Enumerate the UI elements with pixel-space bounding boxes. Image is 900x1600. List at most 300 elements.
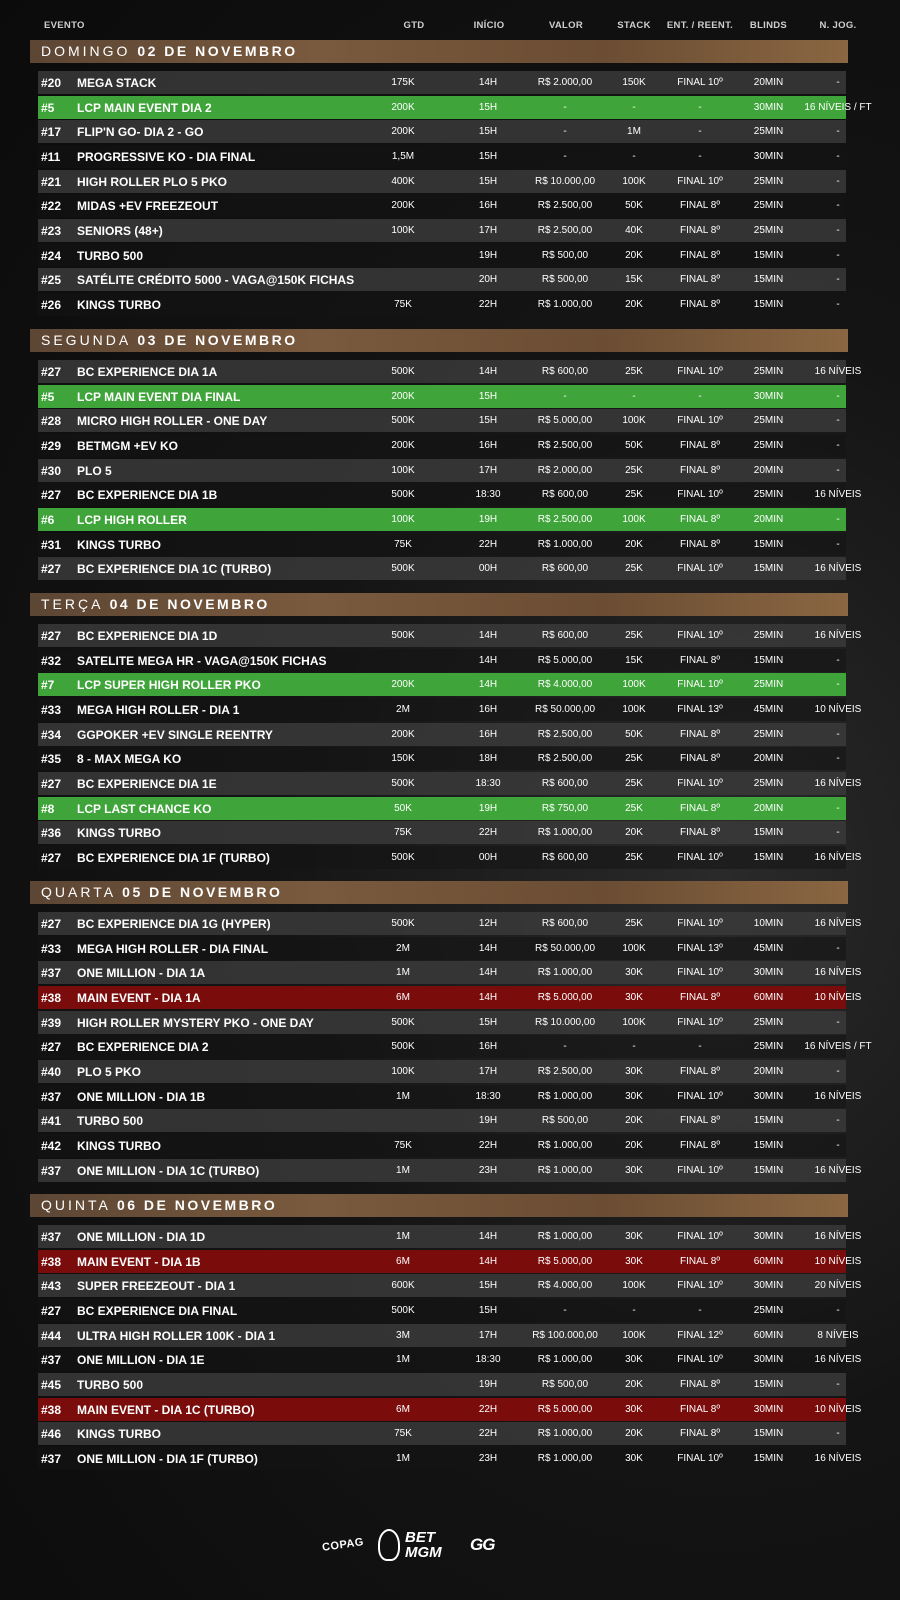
cell-num: #27 bbox=[41, 488, 62, 503]
cell-name: BC EXPERIENCE DIA 1F (TURBO) bbox=[77, 850, 270, 865]
cell-num: #27 bbox=[41, 629, 62, 643]
cell-ent: FINAL 10º bbox=[677, 777, 723, 789]
cell-num: #5 bbox=[41, 100, 55, 115]
cell-val: R$ 500,00 bbox=[541, 249, 589, 261]
day-label bbox=[41, 884, 282, 900]
cell-val: R$ 1.000,00 bbox=[537, 1428, 593, 1440]
table-row bbox=[38, 459, 846, 482]
cell-val: R$ 600,00 bbox=[541, 851, 589, 863]
cell-stk: 30K bbox=[625, 1231, 643, 1242]
table-row bbox=[38, 170, 846, 193]
table-row bbox=[38, 293, 846, 316]
cell-ent: FINAL 10º bbox=[677, 630, 723, 641]
cell-stk: 20K bbox=[625, 249, 643, 261]
cell-num: #38 bbox=[41, 1402, 62, 1417]
cell-val: R$ 1.000,00 bbox=[537, 1139, 593, 1151]
table-row bbox=[38, 1447, 862, 1470]
cell-name: ONE MILLION - DIA 1B bbox=[77, 1089, 206, 1104]
cell-name: SATÉLITE CRÉDITO 5000 - VAGA@150K FICHAS bbox=[77, 273, 355, 288]
cell-ini: 18:30 bbox=[475, 489, 501, 501]
cell-val: R$ 600,00 bbox=[541, 366, 589, 377]
cell-val: R$ 4.000,00 bbox=[537, 1280, 593, 1292]
cell-gtd: 200K bbox=[391, 126, 415, 138]
cell-val: R$ 4.000,00 bbox=[537, 679, 593, 691]
cell-num: #20 bbox=[41, 76, 62, 90]
weekday: QUARTA bbox=[41, 884, 116, 900]
cell-num: #26 bbox=[41, 297, 62, 312]
cell-bli: 25MIN bbox=[753, 489, 784, 501]
cell-val: R$ 600,00 bbox=[541, 489, 589, 501]
cell-num: #8 bbox=[41, 801, 55, 816]
cell-gtd: 500K bbox=[391, 489, 415, 501]
cell-ent: FINAL 8º bbox=[680, 1378, 720, 1390]
cell-num: #42 bbox=[41, 1138, 62, 1153]
cell-njo: 10 NÍVEIS bbox=[814, 991, 862, 1003]
cell-gtd: 50K bbox=[394, 802, 412, 814]
cell-val: R$ 600,00 bbox=[541, 777, 589, 789]
cell-ini: 00H bbox=[478, 563, 498, 575]
cell-gtd: 600K bbox=[391, 1280, 415, 1292]
cell-bli: 15MIN bbox=[753, 827, 784, 839]
cell-njo: - bbox=[836, 513, 840, 525]
table-row bbox=[38, 723, 846, 746]
table-row bbox=[38, 120, 846, 143]
cell-njo: - bbox=[836, 224, 840, 236]
cell-stk: 100K bbox=[622, 1280, 646, 1292]
cell-val: R$ 500,00 bbox=[541, 274, 589, 286]
cell-stk: 30K bbox=[625, 1403, 643, 1415]
cell-bli: 25MIN bbox=[753, 1041, 784, 1053]
cell-name: HIGH ROLLER PLO 5 PKO bbox=[77, 174, 228, 189]
cell-njo: - bbox=[836, 439, 840, 451]
day-header-quarta bbox=[30, 881, 848, 904]
cell-gtd: 500K bbox=[391, 1016, 415, 1028]
cell-njo: - bbox=[836, 126, 840, 138]
cell-gtd: 150K bbox=[391, 753, 415, 765]
cell-njo: 10 NÍVEIS bbox=[814, 1403, 862, 1415]
cell-stk: 25K bbox=[625, 777, 643, 789]
cell-gtd: 75K bbox=[394, 1139, 412, 1151]
cell-ent: FINAL 8º bbox=[680, 1403, 720, 1415]
cell-gtd: 100K bbox=[391, 224, 415, 236]
cell-gtd: 175K bbox=[391, 77, 415, 88]
cell-njo: - bbox=[836, 802, 840, 814]
cell-num: #34 bbox=[41, 727, 62, 742]
cell-ent: - bbox=[698, 126, 702, 138]
cell-stk: 20K bbox=[625, 827, 643, 839]
cell-stk: 50K bbox=[625, 439, 643, 451]
cell-ent: FINAL 12º bbox=[677, 1329, 723, 1341]
cell-ini: 14H bbox=[478, 967, 498, 979]
cell-num: #31 bbox=[41, 537, 62, 552]
cell-num: #38 bbox=[41, 990, 62, 1005]
cell-gtd: 100K bbox=[391, 1065, 415, 1077]
cell-num: #11 bbox=[41, 149, 61, 164]
cell-val: R$ 5.000,00 bbox=[537, 415, 593, 427]
cell-num: #27 bbox=[41, 1040, 62, 1055]
cell-val: R$ 2.500,00 bbox=[537, 513, 593, 525]
cell-ent: FINAL 8º bbox=[680, 753, 720, 765]
cell-ent: FINAL 8º bbox=[680, 1065, 720, 1077]
cell-bli: 25MIN bbox=[753, 1016, 784, 1028]
header-blinds: BLINDS bbox=[749, 20, 788, 31]
table-row bbox=[38, 1299, 846, 1322]
cell-gtd: 500K bbox=[391, 851, 415, 863]
cell-ini: 17H bbox=[478, 224, 498, 236]
cell-ini: 19H bbox=[478, 249, 498, 261]
cell-ent: FINAL 10º bbox=[677, 563, 723, 575]
header-evento: EVENTO bbox=[44, 20, 85, 31]
cell-ini: 15H bbox=[478, 126, 498, 138]
cell-ent: FINAL 10º bbox=[677, 1090, 723, 1102]
date: 02 DE NOVEMBRO bbox=[137, 43, 298, 59]
table-row bbox=[38, 409, 846, 432]
table-row bbox=[38, 1159, 862, 1182]
cell-stk: 30K bbox=[625, 1164, 643, 1176]
cell-gtd: 500K bbox=[391, 415, 415, 427]
cell-bli: 25MIN bbox=[753, 777, 784, 789]
cell-bli: 15MIN bbox=[753, 1164, 784, 1176]
table-header bbox=[38, 17, 857, 35]
cell-njo: 16 NÍVEIS bbox=[814, 918, 862, 929]
cell-stk: 25K bbox=[625, 802, 643, 814]
cell-num: #37 bbox=[41, 1353, 62, 1368]
cell-njo: 16 NÍVEIS bbox=[814, 366, 862, 377]
cell-val: R$ 1.000,00 bbox=[537, 827, 593, 839]
cell-num: #37 bbox=[41, 1163, 62, 1178]
cell-num: #39 bbox=[41, 1015, 62, 1030]
cell-ent: FINAL 10º bbox=[677, 1164, 723, 1176]
cell-stk: 25K bbox=[625, 753, 643, 765]
cell-ent: FINAL 8º bbox=[680, 513, 720, 525]
cell-ini: 14H bbox=[478, 942, 498, 954]
cell-val: R$ 50.000,00 bbox=[534, 703, 596, 715]
cell-bli: 25MIN bbox=[753, 1304, 784, 1316]
cell-val: R$ 500,00 bbox=[541, 1115, 589, 1127]
header-stack: STACK bbox=[617, 20, 651, 31]
table-row bbox=[38, 961, 862, 984]
cell-num: #43 bbox=[41, 1279, 62, 1294]
cell-num: #33 bbox=[41, 941, 62, 956]
cell-ent: FINAL 10º bbox=[677, 1354, 723, 1366]
cell-name: SENIORS (48+) bbox=[77, 223, 163, 238]
cell-gtd: 100K bbox=[391, 513, 415, 525]
cell-bli: 20MIN bbox=[753, 464, 784, 476]
cell-num: #37 bbox=[41, 1451, 62, 1466]
cell-val: R$ 600,00 bbox=[541, 563, 589, 575]
cell-bli: 15MIN bbox=[753, 1452, 784, 1464]
cell-num: #30 bbox=[41, 463, 62, 478]
cell-num: #6 bbox=[41, 512, 55, 527]
cell-ent: - bbox=[698, 1041, 702, 1053]
cell-gtd: 500K bbox=[391, 918, 415, 929]
cell-val: - bbox=[563, 1304, 567, 1316]
cell-name: ONE MILLION - DIA 1D bbox=[77, 1230, 206, 1244]
cell-stk: - bbox=[632, 1304, 636, 1316]
cell-ini: 14H bbox=[478, 366, 498, 377]
table-row bbox=[38, 1398, 862, 1421]
cell-bli: 20MIN bbox=[753, 753, 784, 765]
copag-logo: COPAG bbox=[321, 1536, 365, 1554]
cell-gtd: 100K bbox=[391, 464, 415, 476]
cell-ent: FINAL 8º bbox=[680, 654, 720, 666]
cell-gtd: 6M bbox=[396, 1403, 410, 1415]
table-row bbox=[38, 1134, 846, 1157]
cell-ini: 18:30 bbox=[475, 777, 501, 789]
day-label bbox=[41, 43, 298, 59]
cell-name: KINGS TURBO bbox=[77, 1138, 161, 1153]
cell-njo: 10 NÍVEIS bbox=[814, 1255, 862, 1267]
cell-ini: 15H bbox=[478, 390, 498, 402]
cell-ini: 18:30 bbox=[475, 1354, 501, 1366]
cell-gtd: 6M bbox=[396, 1255, 410, 1267]
cell-val: R$ 100.000,00 bbox=[532, 1329, 598, 1341]
cell-bli: 25MIN bbox=[753, 415, 784, 427]
cell-gtd: 1M bbox=[396, 1164, 410, 1176]
cell-ini: 14H bbox=[478, 991, 498, 1003]
cell-ent: FINAL 10º bbox=[677, 1452, 723, 1464]
cell-name: MICRO HIGH ROLLER - ONE DAY bbox=[77, 414, 268, 429]
table-row bbox=[38, 1011, 846, 1034]
cell-ini: 22H bbox=[478, 827, 498, 839]
cell-name: HIGH ROLLER MYSTERY PKO - ONE DAY bbox=[77, 1015, 314, 1030]
table-row bbox=[38, 194, 846, 217]
cell-name: FLIP'N GO- DIA 2 - GO bbox=[77, 125, 204, 140]
cell-stk: 25K bbox=[625, 366, 643, 377]
cell-ini: 15H bbox=[478, 175, 498, 187]
cell-ent: FINAL 13º bbox=[677, 703, 723, 715]
cell-njo: 16 NÍVEIS bbox=[814, 489, 862, 501]
cell-num: #23 bbox=[41, 223, 62, 238]
cell-val: R$ 2.000,00 bbox=[537, 77, 593, 88]
cell-gtd: 1M bbox=[396, 1354, 410, 1366]
cell-bli: 60MIN bbox=[753, 1255, 784, 1267]
cell-stk: 100K bbox=[622, 175, 646, 187]
cell-stk: 25K bbox=[625, 851, 643, 863]
cell-ent: FINAL 8º bbox=[680, 991, 720, 1003]
cell-stk: 30K bbox=[625, 1065, 643, 1077]
cell-val: R$ 500,00 bbox=[541, 1378, 589, 1390]
cell-ini: 20H bbox=[478, 274, 498, 286]
header-valor: VALOR bbox=[548, 20, 584, 31]
cell-ini: 14H bbox=[478, 77, 498, 88]
cell-val: R$ 1.000,00 bbox=[537, 298, 593, 310]
cell-ini: 19H bbox=[478, 802, 498, 814]
cell-bli: 25MIN bbox=[753, 224, 784, 236]
cell-ini: 00H bbox=[478, 851, 498, 863]
cell-ini: 15H bbox=[478, 1280, 498, 1292]
cell-stk: 30K bbox=[625, 1354, 643, 1366]
cell-val: R$ 2.000,00 bbox=[537, 464, 593, 476]
cell-name: LCP MAIN EVENT DIA FINAL bbox=[77, 389, 241, 404]
cell-name: KINGS TURBO bbox=[77, 297, 161, 312]
cell-num: #17 bbox=[41, 125, 62, 140]
cell-num: #7 bbox=[41, 678, 55, 693]
cell-bli: 45MIN bbox=[753, 942, 784, 954]
cell-bli: 30MIN bbox=[753, 1354, 784, 1366]
cell-name: SATELITE MEGA HR - VAGA@150K FICHAS bbox=[77, 653, 327, 668]
table-row bbox=[38, 483, 862, 506]
cell-njo: - bbox=[836, 1139, 840, 1151]
cell-num: #22 bbox=[41, 199, 62, 214]
table-row bbox=[38, 937, 846, 960]
cell-ent: FINAL 10º bbox=[677, 918, 723, 929]
cell-njo: - bbox=[836, 753, 840, 765]
cell-name: MEGA STACK bbox=[77, 76, 157, 90]
cell-ent: FINAL 10º bbox=[677, 175, 723, 187]
table-row bbox=[38, 1035, 872, 1058]
cell-njo: - bbox=[836, 1115, 840, 1127]
header-gtd: GTD bbox=[403, 20, 425, 31]
cell-ini: 15H bbox=[478, 1016, 498, 1028]
table-row bbox=[38, 145, 846, 168]
cell-name: ONE MILLION - DIA 1F (TURBO) bbox=[77, 1451, 258, 1466]
cell-ent: FINAL 8º bbox=[680, 827, 720, 839]
cell-ent: FINAL 8º bbox=[680, 1115, 720, 1127]
cell-njo: - bbox=[836, 150, 840, 162]
cell-val: R$ 5.000,00 bbox=[537, 1403, 593, 1415]
cell-njo: 16 NÍVEIS bbox=[814, 851, 862, 863]
table-row bbox=[38, 508, 846, 531]
cell-name: ULTRA HIGH ROLLER 100K - DIA 1 bbox=[77, 1328, 276, 1343]
cell-stk: 30K bbox=[625, 1255, 643, 1267]
table-row bbox=[38, 1085, 862, 1108]
cell-name: 8 - MAX MEGA KO bbox=[77, 752, 182, 767]
cell-ent: FINAL 8º bbox=[680, 464, 720, 476]
cell-ent: FINAL 8º bbox=[680, 1139, 720, 1151]
cell-val: R$ 750,00 bbox=[541, 802, 589, 814]
cell-stk: 25K bbox=[625, 464, 643, 476]
cell-njo: - bbox=[836, 77, 840, 88]
cell-ent: FINAL 8º bbox=[680, 1428, 720, 1440]
cell-stk: 30K bbox=[625, 991, 643, 1003]
cell-gtd: 200K bbox=[391, 679, 415, 691]
cell-njo: - bbox=[836, 654, 840, 666]
cell-gtd: 200K bbox=[391, 390, 415, 402]
cell-ent: FINAL 10º bbox=[677, 77, 723, 88]
cell-val: R$ 1.000,00 bbox=[537, 1452, 593, 1464]
cell-bli: 60MIN bbox=[753, 1329, 784, 1341]
cell-gtd: 1M bbox=[396, 1452, 410, 1464]
table-row bbox=[38, 986, 862, 1009]
cell-ent: FINAL 10º bbox=[677, 967, 723, 979]
cell-ini: 19H bbox=[478, 1378, 498, 1390]
cell-bli: 25MIN bbox=[753, 126, 784, 138]
cell-name: BC EXPERIENCE DIA 2 bbox=[77, 1040, 209, 1055]
cell-ini: 18H bbox=[478, 753, 498, 765]
cell-stk: 25K bbox=[625, 489, 643, 501]
cell-name: PROGRESSIVE KO - DIA FINAL bbox=[77, 149, 256, 164]
cell-val: R$ 1.000,00 bbox=[537, 1231, 593, 1242]
cell-num: #35 bbox=[41, 752, 62, 767]
cell-num: #37 bbox=[41, 966, 62, 981]
table-row bbox=[38, 1225, 862, 1248]
table-row bbox=[38, 533, 846, 556]
cell-gtd: 200K bbox=[391, 200, 415, 212]
cell-bli: 15MIN bbox=[753, 1378, 784, 1390]
cell-gtd: 200K bbox=[391, 728, 415, 740]
table-row bbox=[38, 434, 846, 457]
day-label bbox=[41, 332, 298, 348]
cell-num: #27 bbox=[41, 776, 62, 791]
cell-gtd: 1,5M bbox=[391, 150, 415, 162]
table-row bbox=[38, 649, 846, 672]
cell-stk: 15K bbox=[625, 654, 643, 666]
header-inicio: INÍCIO bbox=[473, 20, 505, 31]
cell-stk: 150K bbox=[622, 77, 646, 88]
day-label bbox=[41, 596, 270, 612]
cell-bli: 30MIN bbox=[753, 150, 784, 162]
cell-num: #27 bbox=[41, 365, 62, 379]
table-row bbox=[38, 1324, 859, 1347]
cell-val: - bbox=[563, 1041, 567, 1053]
cell-stk: 20K bbox=[625, 1115, 643, 1127]
cell-stk: 30K bbox=[625, 1090, 643, 1102]
cell-num: #44 bbox=[41, 1328, 62, 1343]
cell-bli: 15MIN bbox=[753, 1139, 784, 1151]
cell-gtd: 75K bbox=[394, 827, 412, 839]
cell-name: BC EXPERIENCE DIA 1A bbox=[77, 365, 218, 379]
table-row bbox=[38, 385, 846, 408]
cell-name: ONE MILLION - DIA 1A bbox=[77, 966, 206, 981]
cell-ent: FINAL 8º bbox=[680, 439, 720, 451]
cell-stk: 30K bbox=[625, 1452, 643, 1464]
cell-num: #27 bbox=[41, 1303, 62, 1318]
cell-name: MAIN EVENT - DIA 1B bbox=[77, 1254, 201, 1269]
cell-num: #33 bbox=[41, 702, 62, 717]
table-row bbox=[38, 557, 862, 580]
cell-ini: 22H bbox=[478, 1403, 498, 1415]
cell-gtd: 1M bbox=[396, 1231, 410, 1242]
cell-stk: 100K bbox=[622, 942, 646, 954]
cell-name: PLO 5 bbox=[77, 463, 112, 478]
cell-ini: 18:30 bbox=[475, 1090, 501, 1102]
cell-bli: 10MIN bbox=[753, 918, 784, 929]
cell-bli: 20MIN bbox=[753, 802, 784, 814]
lion-icon bbox=[378, 1529, 400, 1561]
cell-njo: 16 NÍVEIS bbox=[814, 630, 862, 641]
gg-logo: GG bbox=[470, 1535, 495, 1554]
cell-ent: FINAL 10º bbox=[677, 851, 723, 863]
cell-njo: 20 NÍVEIS bbox=[814, 1280, 862, 1292]
cell-name: MIDAS +EV FREEZEOUT bbox=[77, 199, 219, 214]
cell-val: R$ 5.000,00 bbox=[537, 654, 593, 666]
cell-bli: 25MIN bbox=[753, 679, 784, 691]
cell-stk: 50K bbox=[625, 200, 643, 212]
cell-gtd: 200K bbox=[391, 439, 415, 451]
cell-ini: 23H bbox=[478, 1164, 498, 1176]
cell-njo: 16 NÍVEIS bbox=[814, 777, 862, 789]
cell-num: #38 bbox=[41, 1254, 62, 1269]
cell-name: BC EXPERIENCE DIA 1E bbox=[77, 776, 217, 791]
header-n-jog: N. JOG. bbox=[819, 20, 857, 31]
cell-stk: 25K bbox=[625, 918, 643, 929]
cell-ent: FINAL 8º bbox=[680, 538, 720, 550]
cell-val: R$ 2.500,00 bbox=[537, 439, 593, 451]
cell-stk: 100K bbox=[622, 703, 646, 715]
table-row bbox=[38, 1274, 862, 1297]
cell-njo: 10 NÍVEIS bbox=[814, 703, 862, 715]
cell-gtd: 1M bbox=[396, 1090, 410, 1102]
cell-name: KINGS TURBO bbox=[77, 537, 161, 552]
cell-bli: 20MIN bbox=[753, 77, 784, 88]
weekday: TERÇA bbox=[41, 596, 103, 612]
cell-stk: - bbox=[632, 1041, 636, 1053]
cell-ini: 16H bbox=[478, 1041, 498, 1053]
cell-num: #29 bbox=[41, 438, 62, 453]
weekday: DOMINGO bbox=[41, 43, 131, 59]
cell-bli: 25MIN bbox=[753, 439, 784, 451]
